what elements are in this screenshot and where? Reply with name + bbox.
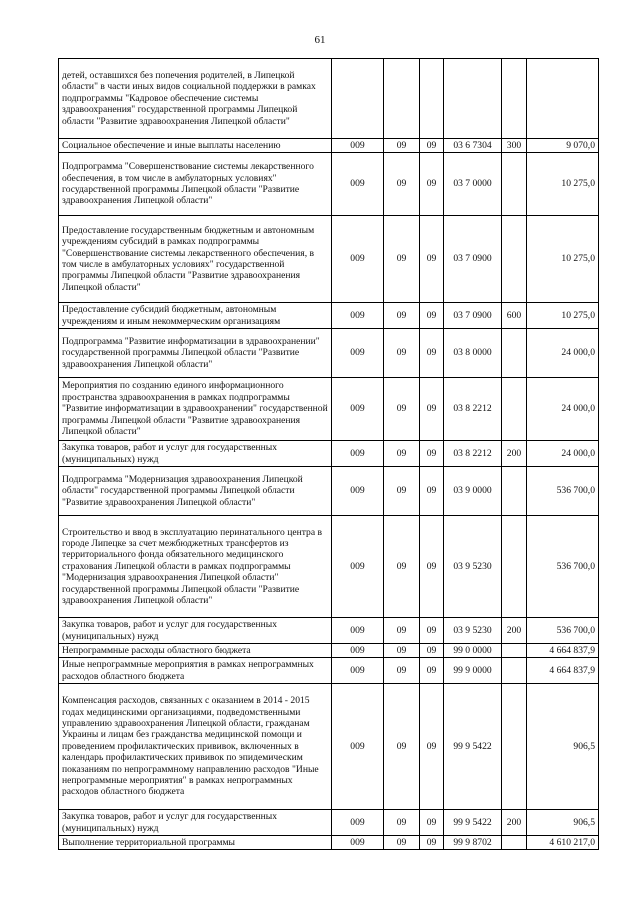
row-expense-type — [502, 378, 527, 441]
row-name: детей, оставшихся без попечения родителей, в Липецкой области" в части иных видов социальной поддержки в рамках подпрограммы "Кадровое обеспечение системы здравоохранения" государственной программы Липецкой области "Развитие здравоохранения Липецкой области" — [59, 59, 332, 139]
row-target-article: 99 9 5422 — [444, 684, 502, 810]
row-section: 09 — [384, 658, 420, 684]
row-admin-code: 009 — [332, 139, 384, 153]
row-admin-code: 009 — [332, 378, 384, 441]
row-section: 09 — [384, 516, 420, 618]
row-expense-type — [502, 684, 527, 810]
row-amount: 24 000,0 — [527, 378, 599, 441]
table-row — [59, 153, 599, 216]
row-admin-code: 009 — [332, 644, 384, 658]
row-admin-code: 009 — [332, 303, 384, 329]
row-expense-type — [502, 658, 527, 684]
row-admin-code: 009 — [332, 684, 384, 810]
row-target-article — [444, 59, 502, 139]
row-amount: 536 700,0 — [527, 467, 599, 516]
row-expense-type — [502, 329, 527, 378]
row-admin-code: 009 — [332, 216, 384, 303]
row-subsection: 09 — [420, 467, 444, 516]
table-row — [59, 684, 599, 810]
row-subsection: 09 — [420, 644, 444, 658]
row-name: Социальное обеспечение и иные выплаты населению — [59, 139, 332, 153]
table-row — [59, 441, 599, 467]
row-subsection: 09 — [420, 618, 444, 644]
row-expense-type — [502, 516, 527, 618]
row-amount: 536 700,0 — [527, 516, 599, 618]
row-expense-type: 200 — [502, 810, 527, 836]
row-section: 09 — [384, 441, 420, 467]
table-row — [59, 216, 599, 303]
row-target-article: 03 8 0000 — [444, 329, 502, 378]
row-target-article: 03 9 5230 — [444, 618, 502, 644]
row-section: 09 — [384, 810, 420, 836]
row-subsection: 09 — [420, 810, 444, 836]
row-expense-type: 200 — [502, 618, 527, 644]
row-target-article: 03 8 2212 — [444, 441, 502, 467]
row-section: 09 — [384, 684, 420, 810]
row-name: Предоставление субсидий бюджетным, автономным учреждениям и иным некоммерческим организациям — [59, 303, 332, 329]
table-row — [59, 303, 599, 329]
table-row — [59, 810, 599, 836]
row-target-article: 99 0 0000 — [444, 644, 502, 658]
row-amount: 536 700,0 — [527, 618, 599, 644]
table-row — [59, 378, 599, 441]
row-name: Строительство и ввод в эксплуатацию перинатального центра в городе Липецке за счет межбюджетных трансфертов из территориального фонда обязательного медицинского страхования Липецкой области в рамках подпрограммы "Модернизация здравоохранения Липецкой области" государственной программы Липецкой области "Развитие здравоохранения Липецкой области" — [59, 516, 332, 618]
row-expense-type — [502, 153, 527, 216]
row-section: 09 — [384, 139, 420, 153]
row-name: Иные непрограммные мероприятия в рамках непрограммных расходов областного бюджета — [59, 658, 332, 684]
row-amount: 906,5 — [527, 684, 599, 810]
row-subsection: 09 — [420, 684, 444, 810]
row-target-article: 03 6 7304 — [444, 139, 502, 153]
row-name: Подпрограмма "Развитие информатизации в здравоохранении" государственной программы Липецкой области "Развитие здравоохранения Липецкой области" — [59, 329, 332, 378]
row-section: 09 — [384, 618, 420, 644]
row-target-article: 03 7 0000 — [444, 153, 502, 216]
row-target-article: 03 7 0900 — [444, 216, 502, 303]
table-row — [59, 644, 599, 658]
table-row — [59, 836, 599, 850]
row-admin-code: 009 — [332, 329, 384, 378]
row-name: Закупка товаров, работ и услуг для государственных (муниципальных) нужд — [59, 618, 332, 644]
row-section — [384, 59, 420, 139]
row-subsection: 09 — [420, 303, 444, 329]
row-admin-code: 009 — [332, 153, 384, 216]
row-amount: 4 664 837,9 — [527, 658, 599, 684]
row-amount: 10 275,0 — [527, 216, 599, 303]
row-name: Закупка товаров, работ и услуг для государственных (муниципальных) нужд — [59, 441, 332, 467]
row-name: Закупка товаров, работ и услуг для государственных (муниципальных) нужд — [59, 810, 332, 836]
table-row — [59, 618, 599, 644]
row-admin-code: 009 — [332, 810, 384, 836]
row-name: Подпрограмма "Совершенствование системы лекарственного обеспечения, в том числе в амбулаторных условиях" государственной программы Липецкой области "Развитие здравоохранения Липецкой области" — [59, 153, 332, 216]
row-target-article: 03 8 2212 — [444, 378, 502, 441]
row-admin-code: 009 — [332, 836, 384, 850]
row-expense-type — [502, 59, 527, 139]
row-admin-code: 009 — [332, 441, 384, 467]
table-row — [59, 516, 599, 618]
row-amount: 10 275,0 — [527, 153, 599, 216]
row-name: Предоставление государственным бюджетным и автономным учреждениям субсидий в рамках подпрограммы "Совершенствование системы лекарственного обеспечения, в том числе в амбулаторных условиях" государственной программы Липецкой области "Развитие здравоохранения Липецкой области" — [59, 216, 332, 303]
row-amount — [527, 59, 599, 139]
row-section: 09 — [384, 153, 420, 216]
table-row — [59, 467, 599, 516]
row-subsection: 09 — [420, 441, 444, 467]
row-subsection: 09 — [420, 658, 444, 684]
row-expense-type: 200 — [502, 441, 527, 467]
row-expense-type: 600 — [502, 303, 527, 329]
table-row — [59, 139, 599, 153]
table-row — [59, 329, 599, 378]
row-target-article: 99 9 8702 — [444, 836, 502, 850]
row-section: 09 — [384, 836, 420, 850]
row-target-article: 03 7 0900 — [444, 303, 502, 329]
page-number: 61 — [314, 34, 326, 46]
row-amount: 4 610 217,0 — [527, 836, 599, 850]
row-amount: 9 070,0 — [527, 139, 599, 153]
row-subsection: 09 — [420, 216, 444, 303]
row-name: Компенсация расходов, связанных с оказанием в 2014 - 2015 годах медицинскими организациями, подведомственными управлению здравоохранения Липецкой области, гражданам Украины и лицам без гражданства медицинской помощи и проведением профилактических прививок, включенных в календарь профилактических прививок по эпидемическим показаниям по непрограммному направлению расходов "Иные непрограммные мероприятия" в рамках непрограммных расходов областного бюджета — [59, 684, 332, 810]
row-admin-code — [332, 59, 384, 139]
row-expense-type — [502, 836, 527, 850]
row-admin-code: 009 — [332, 516, 384, 618]
budget-table-body — [59, 59, 599, 850]
row-subsection: 09 — [420, 139, 444, 153]
row-section: 09 — [384, 644, 420, 658]
row-subsection: 09 — [420, 153, 444, 216]
row-target-article: 99 9 0000 — [444, 658, 502, 684]
row-expense-type — [502, 216, 527, 303]
row-admin-code: 009 — [332, 658, 384, 684]
row-admin-code: 009 — [332, 467, 384, 516]
row-name: Мероприятия по созданию единого информационного пространства здравоохранения в рамках подпрограммы "Развитие информатизации в здравоохранении" государственной программы Липецкой области "Развитие здравоохранения Липецкой области" — [59, 378, 332, 441]
row-section: 09 — [384, 216, 420, 303]
row-amount: 24 000,0 — [527, 441, 599, 467]
row-section: 09 — [384, 467, 420, 516]
row-section: 09 — [384, 303, 420, 329]
row-target-article: 03 9 0000 — [444, 467, 502, 516]
row-section: 09 — [384, 329, 420, 378]
row-subsection: 09 — [420, 516, 444, 618]
row-subsection: 09 — [420, 378, 444, 441]
row-name: Подпрограмма "Модернизация здравоохранения Липецкой области" государственной программы Липецкой области "Развитие здравоохранения Липецкой области" — [59, 467, 332, 516]
budget-table — [58, 58, 599, 850]
row-amount: 906,5 — [527, 810, 599, 836]
row-name: Выполнение территориальной программы — [59, 836, 332, 850]
row-target-article: 03 9 5230 — [444, 516, 502, 618]
row-amount: 24 000,0 — [527, 329, 599, 378]
row-subsection: 09 — [420, 836, 444, 850]
row-subsection — [420, 59, 444, 139]
row-admin-code: 009 — [332, 618, 384, 644]
row-subsection: 09 — [420, 329, 444, 378]
row-section: 09 — [384, 378, 420, 441]
row-target-article: 99 9 5422 — [444, 810, 502, 836]
row-name: Непрограммные расходы областного бюджета — [59, 644, 332, 658]
row-amount: 4 664 837,9 — [527, 644, 599, 658]
table-row — [59, 658, 599, 684]
table-row — [59, 59, 599, 139]
row-expense-type: 300 — [502, 139, 527, 153]
row-expense-type — [502, 644, 527, 658]
row-amount: 10 275,0 — [527, 303, 599, 329]
row-expense-type — [502, 467, 527, 516]
